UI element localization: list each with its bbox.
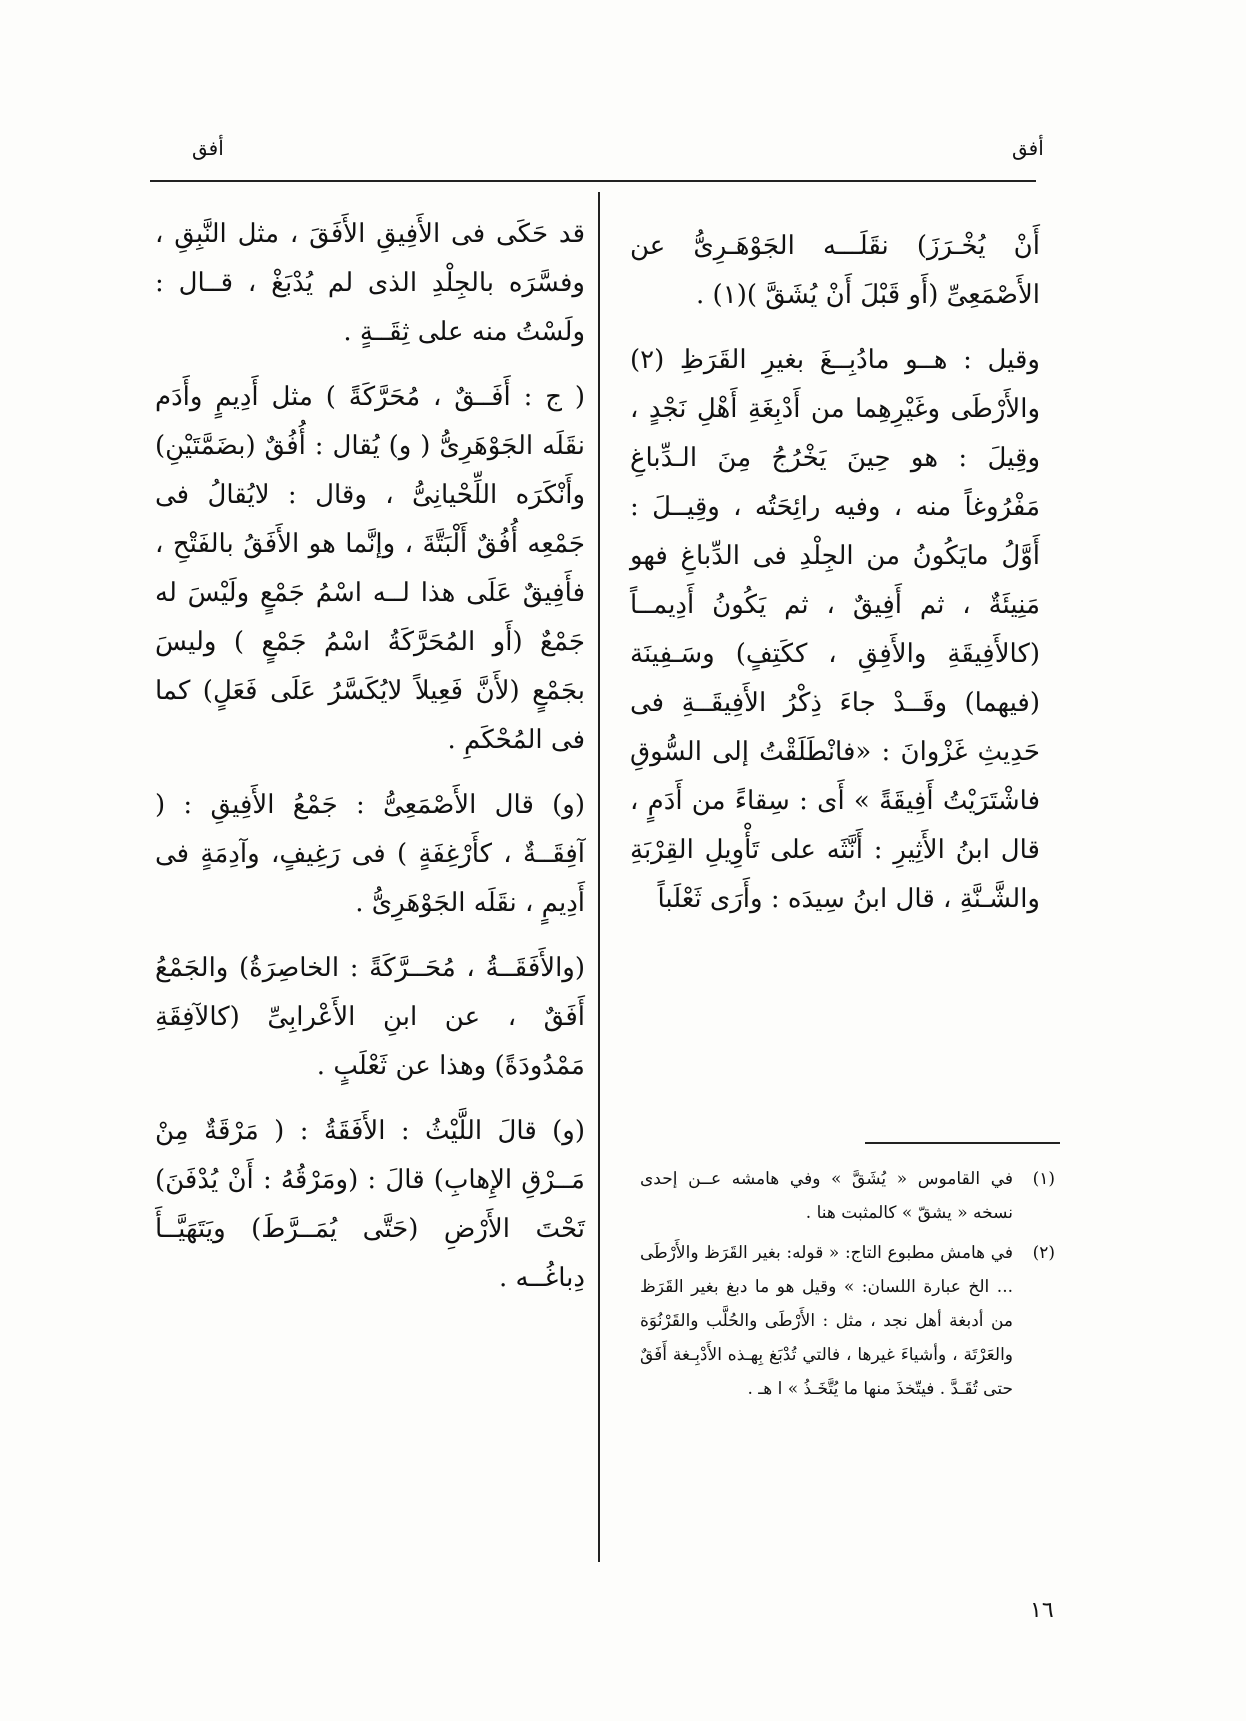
left-paragraph: (والأَفَقَــةُ ، مُحَــرَّكَةً : الخاصِرَةُ) والجَمْعُ أَفَقٌ ، عن ابنِ الأَعْرابِىِّ (كالآفِقَةِ مَمْدُودَةً) وهذا عن ثَعْلَبٍ . — [155, 953, 585, 1081]
left-paragraph: ( ج : أَفَــقٌ ، مُحَرَّكَةً ) مثل أَدِيمٍ وأَدَم نقَلَه الجَوْهَرِىُّ ( و) يُقال : أُفُقٌ (بضَمَّتَيْنِ) وأَنْكَرَه اللِّحْيانِىُّ ، وقال : لايُقالُ فى جَمْعِه أُفُقٌ أَلْبَتَّةَ ، وإنَّما هو الأَفَقُ بالفَتْحِ ، فأَفِيقٌ عَلَى هذا لــه اسْمُ جَمْعٍ ولَيْسَ له جَمْعٌ (أَو المُحَرَّكَةُ اسْمُ جَمْعٍ ) وليسَ بجَمْعٍ (لأَنَّ فَعِيلاً لايُكَسَّرُ عَلَى فَعَلٍ) كما فى المُحْكَمِ . — [155, 382, 585, 755]
running-head-left: أفق — [192, 136, 224, 160]
left-column — [155, 210, 585, 1319]
running-head-right: أفق — [1012, 136, 1044, 160]
column-divider — [598, 192, 600, 1562]
right-paragraph: أَنْ يُخْـرَزَ) نقَلَـــه الجَوْهَـرِىُّ عن الأَصْمَعِىِّ (أَو قَبْلَ أَنْ يُشَقَّ )(١) . — [630, 231, 1040, 310]
left-paragraph: (و) قال الأَصْمَعِىُّ : جَمْعُ الأَفِيقِ : ( آفِقَــةٌ ، كأَرْغِفَةٍ ) فى رَغِيفٍ، وآدِمَةٍ فى أَدِيمٍ ، نقَلَه الجَوْهَرِىُّ . — [155, 790, 585, 918]
right-paragraph: وقيل : هــو مادُبِــغَ بغيرِ القَرَظِ (٢) والأَرْطَى وغَيْرِهِما من أَدْبِغَةِ أَهْلِ نَجْدٍ ، وقِيلَ : هو حِينَ يَخْرُجُ مِنَ الـدِّباغِ مَفْرُوغاً منه ، وفيه رائِحَتُه ، وقِيــلَ : أَوَّلُ مايَكُونُ من الجِلْدِ فى الدِّباغِ فهو مَنِيئَةٌ ، ثم أَفِيقٌ ، ثم يَكُونُ أَدِيمــاً (كالأَفِيقَةِ والأَفِقِ ، ككَتِفٍ) وسَـفِينَة (فيهما) وقَــدْ جاءَ ذِكْرُ الأَفِيقَــةِ فى حَدِيثِ غَزْوانَ : «فانْطَلَقْتُ إلى السُّوقِ فاشْتَرَيْتُ أَفِيقَةً » أَى : سِقاءً من أَدَمٍ ، قال ابنُ الأَثِيرِ : أَنَّثَه على تَأْوِيلِ القِرْبَةِ والشَّـنَّةِ ، قال ابنُ سِيدَه : وأَرَى ثَعْلَباً — [630, 345, 1040, 914]
header-rule — [150, 180, 1036, 182]
footnote-text: في القاموس « يُشَقَّ » وفي هامشه عــن إحدى نسخه « يشقّ » كالمثبت هنا . — [640, 1169, 1013, 1223]
right-column — [630, 222, 1040, 940]
left-paragraph: قد حَكَى فى الأَفِيقِ الأَفَقَ ، مثل النَّبِقِ ، وفسَّرَه بالجِلْدِ الذى لم يُدْبَغْ ، قــال : ولَسْتُ منه على ثِقَــةٍ . — [155, 219, 585, 347]
footnote-number: (١) — [1032, 1169, 1055, 1189]
footnote-number: (٢) — [1032, 1243, 1055, 1263]
footnote-rule — [865, 1142, 1060, 1144]
footnotes — [640, 1162, 1055, 1412]
page-number: ١٦ — [1030, 1598, 1054, 1623]
footnote — [640, 1162, 1055, 1230]
footnote-text: في هامش مطبوع التاج: « قوله: بغير القَرَظ والأَرْطَى ... الخ عبارة اللسان: » وقيل هو ما دبغ بغير القَرَظ من أدبغة أهل نجد ، مثل : الأَرْطَى والحُلَّب والقَرْنُوَة والعَرْتَة ، وأشياءَ غيرها ، فالتي تُدْبَغ بِهـذه الأَدْبِـغة أَفَقٌ حتى تُقَـدَّ . فيتّخذَ منها ما يُتَّخَـذُ » ا هـ . — [640, 1243, 1013, 1399]
footnote — [640, 1236, 1055, 1406]
left-paragraph: (و) قالَ اللَّيْثُ : الأَفَقَةُ : ( مَرْقَةٌ مِنْ مَــرْقِ الإِهابِ) قالَ : (ومَرْقُهُ : أَنْ يُدْفَنَ) تَحْتَ الأَرْضِ (حَتَّى يُمَــرَّطَ) ويَتَهَيَّــأَ دِباغُــه . — [155, 1116, 585, 1293]
